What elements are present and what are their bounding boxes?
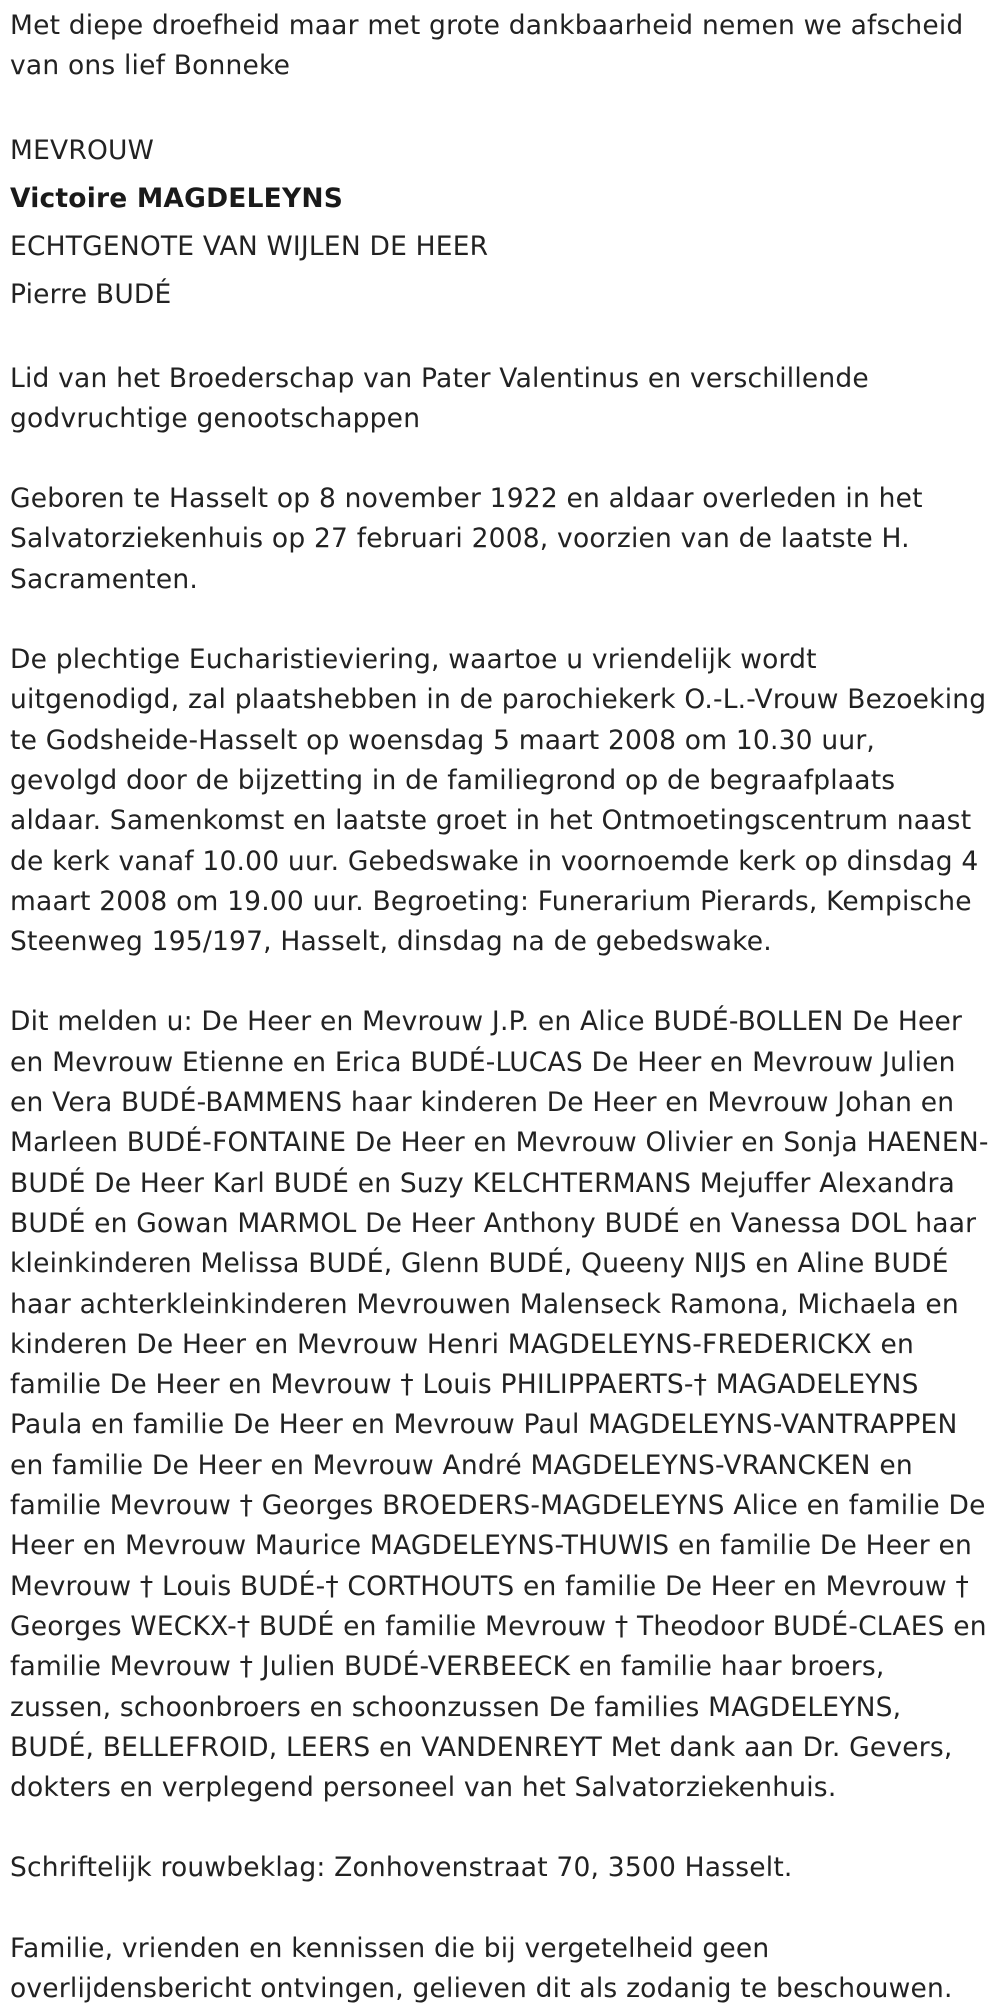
ceremony-text: De plechtige Eucharistieviering, waartoe u vriendelijk wordt uitgenodigd, zal plaatshebben in de parochiekerk O.-L.-Vrouw Bezoeking te Godsheide-Hasselt op woensdag 5 maart 2008 om 10.30 uur, gevolgd door de bijzetting in de familiegrond op de begraafplaats aldaar. Samenkomst en laatste groet in het Ontmoetingscentrum naast de kerk vanaf 10.00 uur. Gebedswake in voornoemde kerk op dinsdag 4 maart 2008 om 19.00 uur. Begroeting: Funerarium Pierards, Kempische Steenweg 195/197, Hasselt, dinsdag na de gebedswake.	[10, 644, 987, 958]
deceased-heading	[10, 127, 990, 319]
title-label: MEVROUW	[10, 134, 155, 166]
closing-text: Familie, vrienden en kennissen die bij vergetelheid geen overlijdensbericht ontvingen, gelieven dit als zodanig te beschouwen.	[10, 1932, 953, 2004]
announcement-text: Dit melden u: De Heer en Mevrouw J.P. en Alice BUDÉ-BOLLEN De Heer en Mevrouw Etienne en Erica BUDÉ-LUCAS De Heer en Mevrouw Julien en Vera BUDÉ-BAMMENS haar kinderen De Heer en Mevrouw Johan en Marleen BUDÉ-FONTAINE De Heer en Mevrouw Olivier en Sonja HAENEN-BUDÉ De Heer Karl BUDÉ en Suzy KELCHTERMANS Mejuffer Alexandra BUDÉ en Gowan MARMOL De Heer Anthony BUDÉ en Vanessa DOL haar kleinkinderen Melissa BUDÉ, Glenn BUDÉ, Queeny NIJS en Aline BUDÉ haar achterkleinkinderen Mevrouwen Malenseck Ramona, Michaela en kinderen De Heer en Mevrouw Henri MAGDELEYNS-FREDERICKX en familie De Heer en Mevrouw † Louis PHILIPPAERTS-† MAGADELEYNS Paula en familie De Heer en Mevrouw Paul MAGDELEYNS-VANTRAPPEN en familie De Heer en Mevrouw André MAGDELEYNS-VRANCKEN en familie Mevrouw † Georges BROEDERS-MAGDELEYNS Alice en familie De Heer en Mevrouw Maurice MAGDELEYNS-THUWIS en familie De Heer en Mevrouw † Louis BUDÉ-† CORTHOUTS en familie De Heer en Mevrouw † Georges WECKX-† BUDÉ en familie Mevrouw † Theodoor BUDÉ-CLAES en familie Mevrouw † Julien BUDÉ-VERBEECK en familie haar broers, zussen, schoonbroers en schoonzussen De families MAGDELEYNS, BUDÉ, BELLEFROID, LEERS en VANDENREYT Met dank aan Dr. Gevers, dokters en verplegend personeel van het Salvatorziekenhuis.	[10, 1006, 989, 1804]
condolences-text: Schriftelijk rouwbeklag: Zonhovenstraat 70, 3500 Hasselt.	[10, 1852, 793, 1884]
membership-text: Lid van het Broederschap van Pater Valentinus en verschillende godvruchtige genootschappen	[10, 362, 869, 434]
deceased-name: Victoire MAGDELEYNS	[10, 182, 344, 214]
birth-death-text: Geboren te Hasselt op 8 november 1922 en aldaar overleden in het Salvatorziekenhuis op 27 februari 2008, voorzien van de laatste H. Sacramenten.	[10, 483, 923, 595]
spouse-name: Pierre BUDÉ	[10, 278, 172, 310]
relation-label: ECHTGENOTE VAN WIJLEN DE HEER	[10, 230, 489, 262]
intro-text: Met diepe droefheid maar met grote dankbaarheid nemen we afscheid van ons lief Bonneke	[10, 10, 964, 82]
